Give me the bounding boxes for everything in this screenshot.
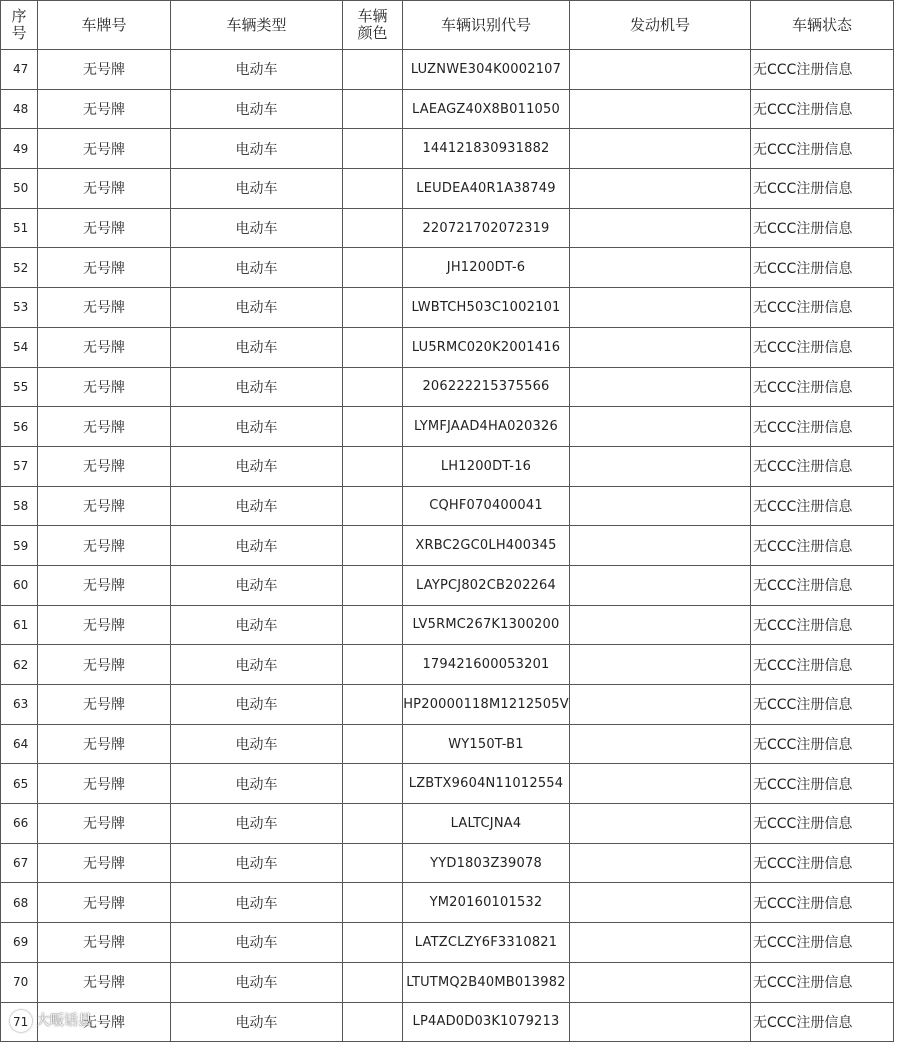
- table-row: [1, 764, 894, 804]
- cell-seq: 63: [1, 685, 38, 725]
- cell-engine: [570, 486, 751, 526]
- cell-plate: 无号牌: [38, 208, 171, 248]
- cell-engine: [570, 169, 751, 209]
- cell-status: 无CCC注册信息: [751, 486, 894, 526]
- cell-vin: XRBC2GC0LH400345: [403, 526, 570, 566]
- table-row: [1, 883, 894, 923]
- cell-color: [343, 764, 403, 804]
- table-row: [1, 843, 894, 883]
- cell-color: [343, 169, 403, 209]
- header-seq: 序 号: [1, 1, 38, 50]
- cell-vin: LUZNWE304K0002107: [403, 50, 570, 90]
- watermark-logo-icon: [10, 1010, 32, 1032]
- table-row: [1, 1002, 894, 1042]
- cell-engine: [570, 962, 751, 1002]
- cell-type: 电动车: [171, 962, 343, 1002]
- cell-plate: 无号牌: [38, 89, 171, 129]
- cell-engine: [570, 764, 751, 804]
- table-row: [1, 526, 894, 566]
- cell-status: 无CCC注册信息: [751, 724, 894, 764]
- cell-type: 电动车: [171, 605, 343, 645]
- cell-type: 电动车: [171, 565, 343, 605]
- cell-type: 电动车: [171, 724, 343, 764]
- cell-type: 电动车: [171, 883, 343, 923]
- cell-vin: WY150T-B1: [403, 724, 570, 764]
- cell-seq: 61: [1, 605, 38, 645]
- table-row: [1, 169, 894, 209]
- cell-plate: 无号牌: [38, 486, 171, 526]
- cell-type: 电动车: [171, 446, 343, 486]
- table-row: [1, 50, 894, 90]
- cell-plate: 无号牌: [38, 685, 171, 725]
- cell-engine: [570, 446, 751, 486]
- table-row: [1, 89, 894, 129]
- cell-status: 无CCC注册信息: [751, 248, 894, 288]
- cell-engine: [570, 288, 751, 328]
- table-row: [1, 565, 894, 605]
- cell-vin: HP20000118M1212505V: [403, 685, 570, 725]
- cell-engine: [570, 923, 751, 963]
- cell-seq: 49: [1, 129, 38, 169]
- table-row: [1, 129, 894, 169]
- cell-status: 无CCC注册信息: [751, 605, 894, 645]
- cell-vin: JH1200DT-6: [403, 248, 570, 288]
- cell-seq: 69: [1, 923, 38, 963]
- cell-plate: 无号牌: [38, 883, 171, 923]
- cell-status: 无CCC注册信息: [751, 327, 894, 367]
- cell-seq: 66: [1, 804, 38, 844]
- cell-engine: [570, 327, 751, 367]
- cell-seq: 52: [1, 248, 38, 288]
- cell-engine: [570, 89, 751, 129]
- cell-color: [343, 526, 403, 566]
- table-row: [1, 486, 894, 526]
- cell-type: 电动车: [171, 288, 343, 328]
- cell-status: 无CCC注册信息: [751, 1002, 894, 1042]
- cell-status: 无CCC注册信息: [751, 764, 894, 804]
- table-row: [1, 446, 894, 486]
- cell-vin: LEUDEA40R1A38749: [403, 169, 570, 209]
- cell-vin: 206222215375566: [403, 367, 570, 407]
- cell-type: 电动车: [171, 764, 343, 804]
- watermark-text: 大畈话县: [36, 1013, 92, 1029]
- cell-plate: 无号牌: [38, 129, 171, 169]
- cell-seq: 48: [1, 89, 38, 129]
- cell-seq: 58: [1, 486, 38, 526]
- cell-type: 电动车: [171, 486, 343, 526]
- cell-plate: 无号牌: [38, 605, 171, 645]
- cell-color: [343, 843, 403, 883]
- header-type: 车辆类型: [171, 1, 343, 50]
- cell-color: [343, 367, 403, 407]
- table-row: [1, 962, 894, 1002]
- cell-plate: 无号牌: [38, 407, 171, 447]
- cell-plate: 无号牌: [38, 724, 171, 764]
- cell-color: [343, 248, 403, 288]
- cell-seq: 57: [1, 446, 38, 486]
- cell-vin: CQHF070400041: [403, 486, 570, 526]
- cell-status: 无CCC注册信息: [751, 208, 894, 248]
- table-row: [1, 605, 894, 645]
- table-row: [1, 248, 894, 288]
- cell-status: 无CCC注册信息: [751, 169, 894, 209]
- cell-status: 无CCC注册信息: [751, 367, 894, 407]
- cell-status: 无CCC注册信息: [751, 843, 894, 883]
- cell-engine: [570, 129, 751, 169]
- cell-seq: 50: [1, 169, 38, 209]
- cell-seq: 54: [1, 327, 38, 367]
- cell-vin: LTUTMQ2B40MB013982: [403, 962, 570, 1002]
- cell-engine: [570, 248, 751, 288]
- cell-status: 无CCC注册信息: [751, 645, 894, 685]
- cell-vin: LU5RMC020K2001416: [403, 327, 570, 367]
- header-row: [1, 1, 894, 50]
- header-plate: 车牌号: [38, 1, 171, 50]
- header-engine: 发动机号: [570, 1, 751, 50]
- cell-vin: LYMFJAAD4HA020326: [403, 407, 570, 447]
- cell-plate: 无号牌: [38, 1002, 171, 1042]
- cell-seq: 59: [1, 526, 38, 566]
- cell-type: 电动车: [171, 804, 343, 844]
- cell-plate: 无号牌: [38, 50, 171, 90]
- cell-color: [343, 962, 403, 1002]
- cell-plate: 无号牌: [38, 645, 171, 685]
- header-vin: 车辆识别代号: [403, 1, 570, 50]
- cell-vin: 144121830931882: [403, 129, 570, 169]
- cell-engine: [570, 407, 751, 447]
- cell-seq: 67: [1, 843, 38, 883]
- cell-type: 电动车: [171, 1002, 343, 1042]
- cell-plate: 无号牌: [38, 526, 171, 566]
- cell-type: 电动车: [171, 129, 343, 169]
- cell-status: 无CCC注册信息: [751, 962, 894, 1002]
- cell-status: 无CCC注册信息: [751, 50, 894, 90]
- cell-plate: 无号牌: [38, 248, 171, 288]
- cell-seq: 53: [1, 288, 38, 328]
- cell-engine: [570, 1002, 751, 1042]
- table-row: [1, 923, 894, 963]
- cell-vin: LZBTX9604N11012554: [403, 764, 570, 804]
- cell-vin: 179421600053201: [403, 645, 570, 685]
- cell-color: [343, 327, 403, 367]
- cell-engine: [570, 208, 751, 248]
- cell-plate: 无号牌: [38, 565, 171, 605]
- cell-vin: LAYPCJ802CB202264: [403, 565, 570, 605]
- cell-seq: 47: [1, 50, 38, 90]
- cell-plate: 无号牌: [38, 962, 171, 1002]
- cell-vin: LALTCJNA4: [403, 804, 570, 844]
- cell-status: 无CCC注册信息: [751, 129, 894, 169]
- cell-type: 电动车: [171, 685, 343, 725]
- cell-engine: [570, 804, 751, 844]
- cell-engine: [570, 645, 751, 685]
- cell-engine: [570, 367, 751, 407]
- table-row: [1, 407, 894, 447]
- cell-engine: [570, 565, 751, 605]
- cell-status: 无CCC注册信息: [751, 446, 894, 486]
- cell-type: 电动车: [171, 407, 343, 447]
- cell-status: 无CCC注册信息: [751, 923, 894, 963]
- cell-vin: LAEAGZ40X8B011050: [403, 89, 570, 129]
- cell-color: [343, 1002, 403, 1042]
- cell-plate: 无号牌: [38, 843, 171, 883]
- cell-color: [343, 605, 403, 645]
- cell-engine: [570, 605, 751, 645]
- table-row: [1, 724, 894, 764]
- cell-color: [343, 446, 403, 486]
- cell-seq: 70: [1, 962, 38, 1002]
- cell-engine: [570, 724, 751, 764]
- cell-vin: LV5RMC267K1300200: [403, 605, 570, 645]
- cell-plate: 无号牌: [38, 923, 171, 963]
- cell-plate: 无号牌: [38, 288, 171, 328]
- table-row: [1, 685, 894, 725]
- cell-color: [343, 129, 403, 169]
- cell-plate: 无号牌: [38, 804, 171, 844]
- cell-status: 无CCC注册信息: [751, 288, 894, 328]
- cell-type: 电动车: [171, 248, 343, 288]
- table-row: [1, 367, 894, 407]
- cell-color: [343, 407, 403, 447]
- watermark: [10, 1010, 92, 1032]
- cell-color: [343, 50, 403, 90]
- cell-color: [343, 565, 403, 605]
- cell-seq: 71: [1, 1002, 38, 1042]
- cell-color: [343, 724, 403, 764]
- cell-seq: 64: [1, 724, 38, 764]
- cell-status: 无CCC注册信息: [751, 526, 894, 566]
- cell-type: 电动车: [171, 526, 343, 566]
- cell-type: 电动车: [171, 50, 343, 90]
- cell-color: [343, 486, 403, 526]
- cell-plate: 无号牌: [38, 327, 171, 367]
- cell-type: 电动车: [171, 327, 343, 367]
- cell-vin: YYD1803Z39078: [403, 843, 570, 883]
- cell-color: [343, 883, 403, 923]
- table-row: [1, 327, 894, 367]
- cell-engine: [570, 843, 751, 883]
- cell-plate: 无号牌: [38, 367, 171, 407]
- cell-type: 电动车: [171, 645, 343, 685]
- cell-seq: 60: [1, 565, 38, 605]
- cell-seq: 62: [1, 645, 38, 685]
- cell-plate: 无号牌: [38, 764, 171, 804]
- cell-vin: 220721702072319: [403, 208, 570, 248]
- cell-vin: LH1200DT-16: [403, 446, 570, 486]
- table-row: [1, 208, 894, 248]
- cell-status: 无CCC注册信息: [751, 89, 894, 129]
- cell-color: [343, 89, 403, 129]
- cell-seq: 55: [1, 367, 38, 407]
- cell-seq: 56: [1, 407, 38, 447]
- cell-color: [343, 804, 403, 844]
- cell-engine: [570, 883, 751, 923]
- cell-color: [343, 923, 403, 963]
- table-row: [1, 804, 894, 844]
- cell-plate: 无号牌: [38, 169, 171, 209]
- header-color: 车辆 颜色: [343, 1, 403, 50]
- cell-vin: YM20160101532: [403, 883, 570, 923]
- cell-status: 无CCC注册信息: [751, 883, 894, 923]
- cell-seq: 51: [1, 208, 38, 248]
- cell-status: 无CCC注册信息: [751, 804, 894, 844]
- cell-plate: 无号牌: [38, 446, 171, 486]
- cell-type: 电动车: [171, 208, 343, 248]
- table-row: [1, 645, 894, 685]
- cell-status: 无CCC注册信息: [751, 685, 894, 725]
- cell-type: 电动车: [171, 923, 343, 963]
- cell-engine: [570, 50, 751, 90]
- header-status: 车辆状态: [751, 1, 894, 50]
- cell-seq: 68: [1, 883, 38, 923]
- cell-seq: 65: [1, 764, 38, 804]
- cell-color: [343, 288, 403, 328]
- cell-status: 无CCC注册信息: [751, 565, 894, 605]
- cell-type: 电动车: [171, 89, 343, 129]
- cell-engine: [570, 685, 751, 725]
- cell-type: 电动车: [171, 843, 343, 883]
- cell-engine: [570, 526, 751, 566]
- table-row: [1, 288, 894, 328]
- cell-color: [343, 208, 403, 248]
- cell-vin: LATZCLZY6F3310821: [403, 923, 570, 963]
- cell-vin: LP4AD0D03K1079213: [403, 1002, 570, 1042]
- cell-color: [343, 685, 403, 725]
- cell-type: 电动车: [171, 367, 343, 407]
- cell-status: 无CCC注册信息: [751, 407, 894, 447]
- cell-vin: LWBTCH503C1002101: [403, 288, 570, 328]
- cell-type: 电动车: [171, 169, 343, 209]
- cell-color: [343, 645, 403, 685]
